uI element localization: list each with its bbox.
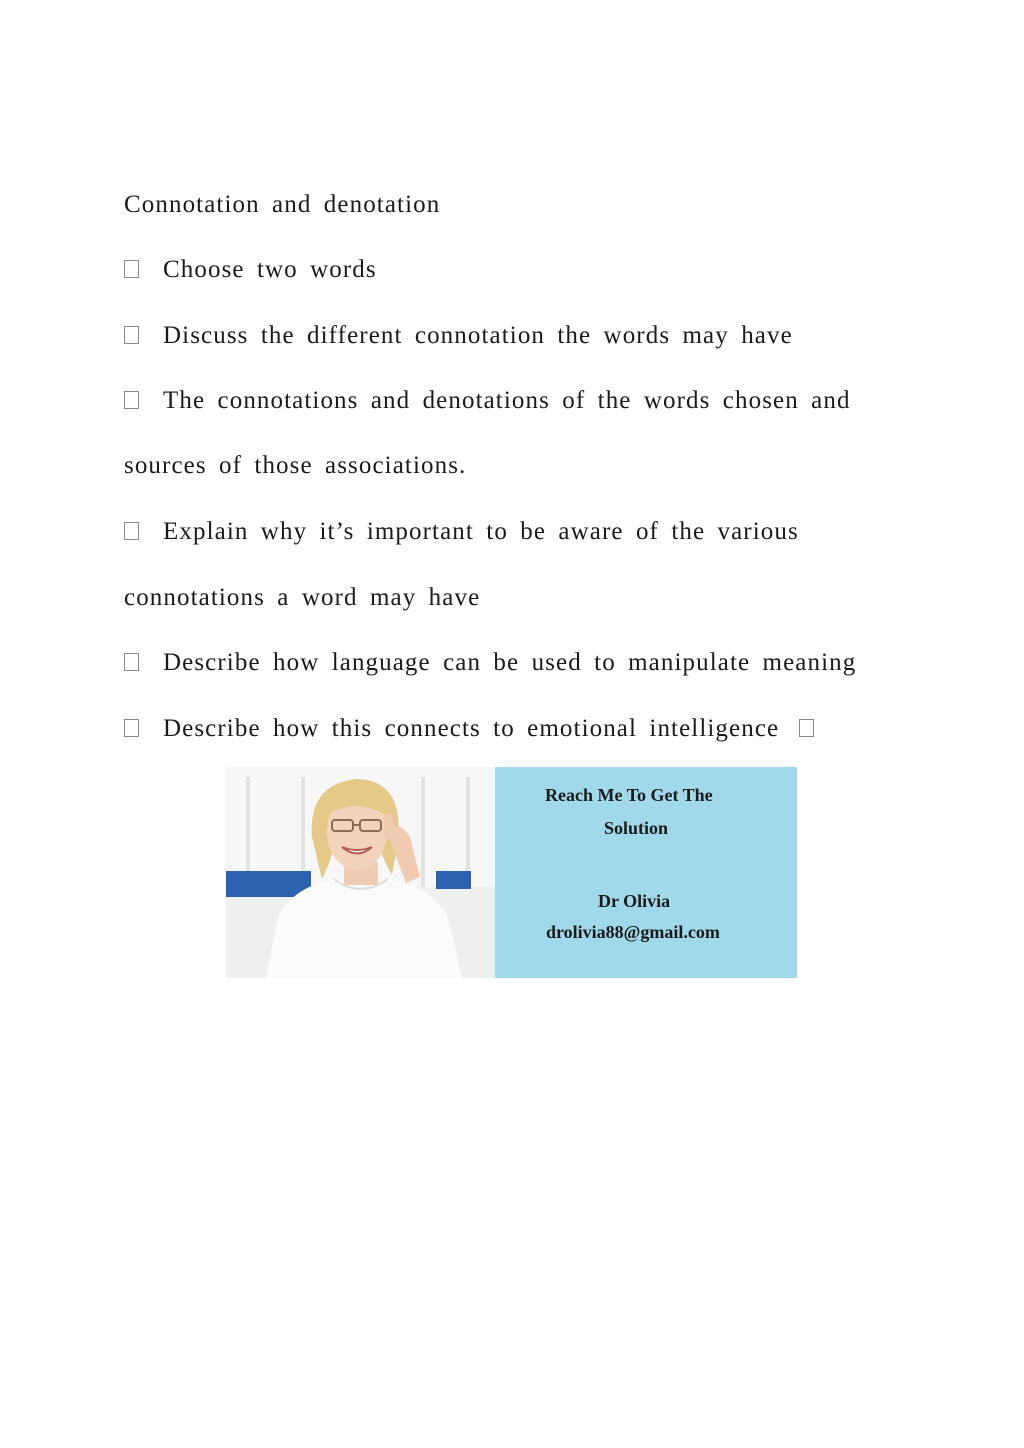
bullet-box-icon <box>799 719 814 737</box>
bullet-item: Discuss the different connotation the words may have <box>124 321 793 351</box>
bullet-box-icon <box>124 522 139 540</box>
contact-email: drolivia88@gmail.com <box>546 922 720 942</box>
bullet-continuation: sources of those associations. <box>124 452 467 479</box>
bullet-item: Choose two words <box>124 255 377 285</box>
tutor-photo <box>226 767 495 978</box>
bullet-box-icon <box>124 719 139 737</box>
bullet-item: The connotations and denotations of the words chosen and <box>124 386 851 416</box>
document-title: Connotation and denotation <box>124 191 441 218</box>
contact-banner <box>226 767 797 978</box>
tutor-name: Dr Olivia <box>598 891 671 911</box>
bullet-item: Describe how language can be used to manipulate meaning <box>124 648 856 678</box>
bullet-continuation: connotations a word may have <box>124 584 481 611</box>
bullet-box-icon <box>124 260 139 278</box>
bullet-box-icon <box>124 391 139 409</box>
bullet-item: Explain why it’s important to be aware of the various <box>124 517 799 547</box>
banner-headline: Reach Me To Get The <box>545 785 713 805</box>
bullet-box-icon <box>124 653 139 671</box>
contact-card <box>495 767 797 978</box>
bullet-box-icon <box>124 326 139 344</box>
banner-headline-2: Solution <box>604 818 669 838</box>
bullet-item: Describe how this connects to emotional intelligence <box>124 714 814 744</box>
